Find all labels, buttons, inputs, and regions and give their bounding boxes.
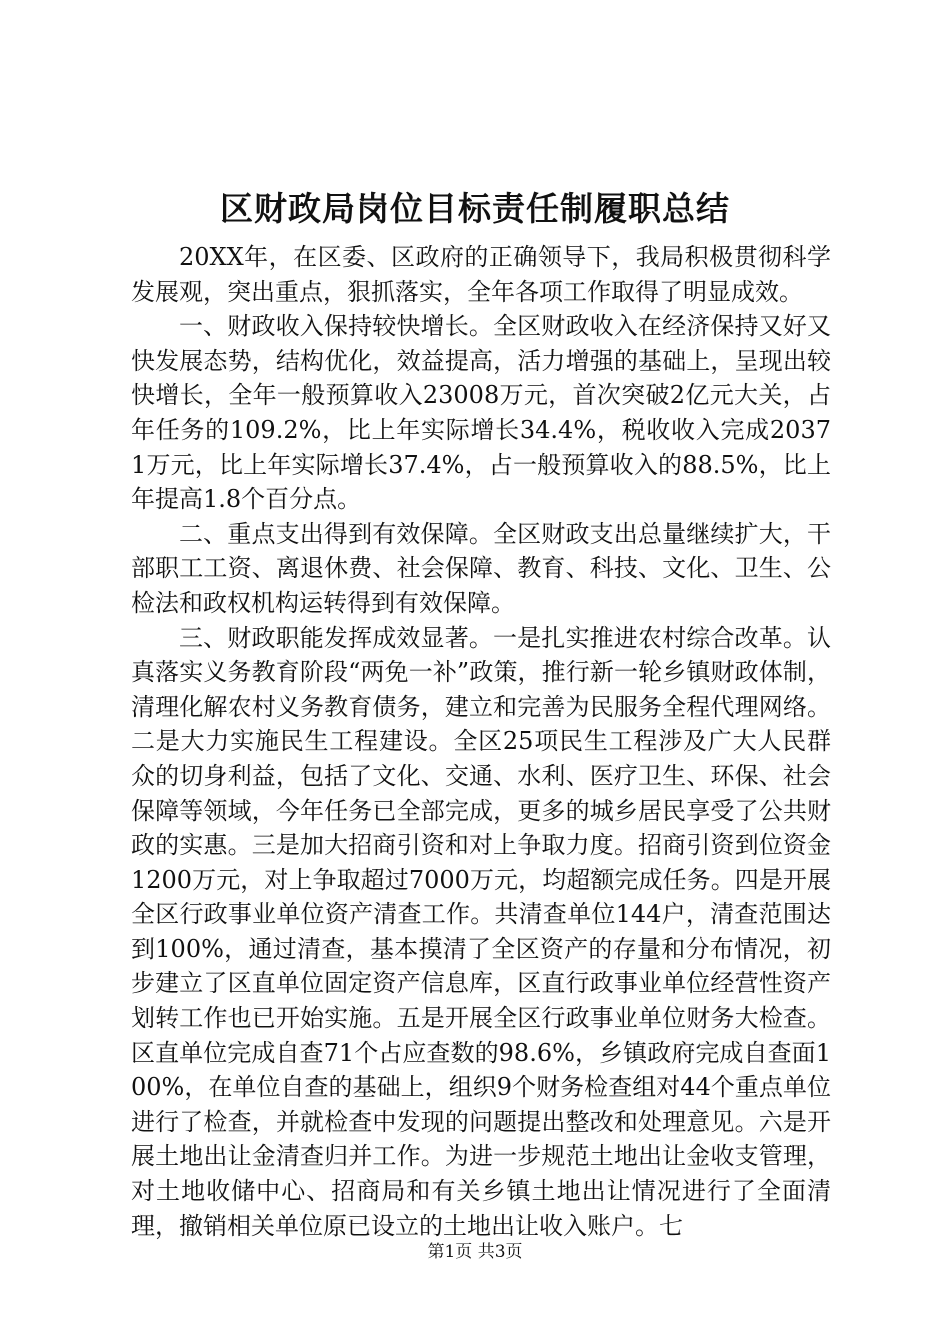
document-body	[131, 240, 831, 1243]
paragraph-revenue: 一、财政收入保持较快增长。全区财政收入在经济保持又好又快发展态势，结构优化，效益提高，活力增强的基础上，呈现出较快增长，全年一般预算收入23008万元，首次突破2亿元大关，占年任务的109.2%，比上年实际增长34.4%，税收收入完成20371万元，比上年实际增长37.4%，占一般预算收入的88.5%，比上年提高1.8个百分点。	[131, 312, 831, 514]
document-title: 区财政局岗位目标责任制履职总结	[220, 189, 730, 228]
paragraph-functions: 三、财政职能发挥成效显著。一是扎实推进农村综合改革。认真落实义务教育阶段“两免一补”政策，推行新一轮乡镇财政体制，清理化解农村义务教育债务，建立和完善为民服务全程代理网络。二是大力实施民生工程建设。全区25项民生工程涉及广大人民群众的切身利益，包括了文化、交通、水利、医疗卫生、环保、社会保障等领域，今年任务已全部完成，更多的城乡居民享受了公共财政的实惠。三是加大招商引资和对上争取力度。招商引资到位资金1200万元，对上争取超过7000万元，均超额完成任务。四是开展全区行政事业单位资产清查工作。共清查单位144户，清查范围达到100%，通过清查，基本摸清了全区资产的存量和分布情况，初步建立了区直单位固定资产信息库，区直行政事业单位经营性资产划转工作也已开始实施。五是开展全区行政事业单位财务大检查。区直单位完成自查71个占应查数的98.6%，乡镇政府完成自查面100%，在单位自查的基础上，组织9个财务检查组对44个重点单位进行了检查，并就检查中发现的问题提出整改和处理意见。六是开展土地出让金清查归并工作。为进一步规范土地出让金收支管理，对土地收储中心、招商局和有关乡镇土地出让情况进行了全面清理，撤销相关单位原已设立的土地出让收入账户。七	[131, 623, 831, 1240]
page-number-footer: 第1页 共3页	[427, 1242, 523, 1262]
paragraph-intro: 20XX年，在区委、区政府的正确领导下，我局积极贯彻科学发展观，突出重点，狠抓落实，全年各项工作取得了明显成效。	[131, 243, 831, 306]
paragraph-expenditure: 二、重点支出得到有效保障。全区财政支出总量继续扩大，干部职工工资、离退休费、社会保障、教育、科技、文化、卫生、公检法和政权机构运转得到有效保障。	[131, 519, 831, 617]
